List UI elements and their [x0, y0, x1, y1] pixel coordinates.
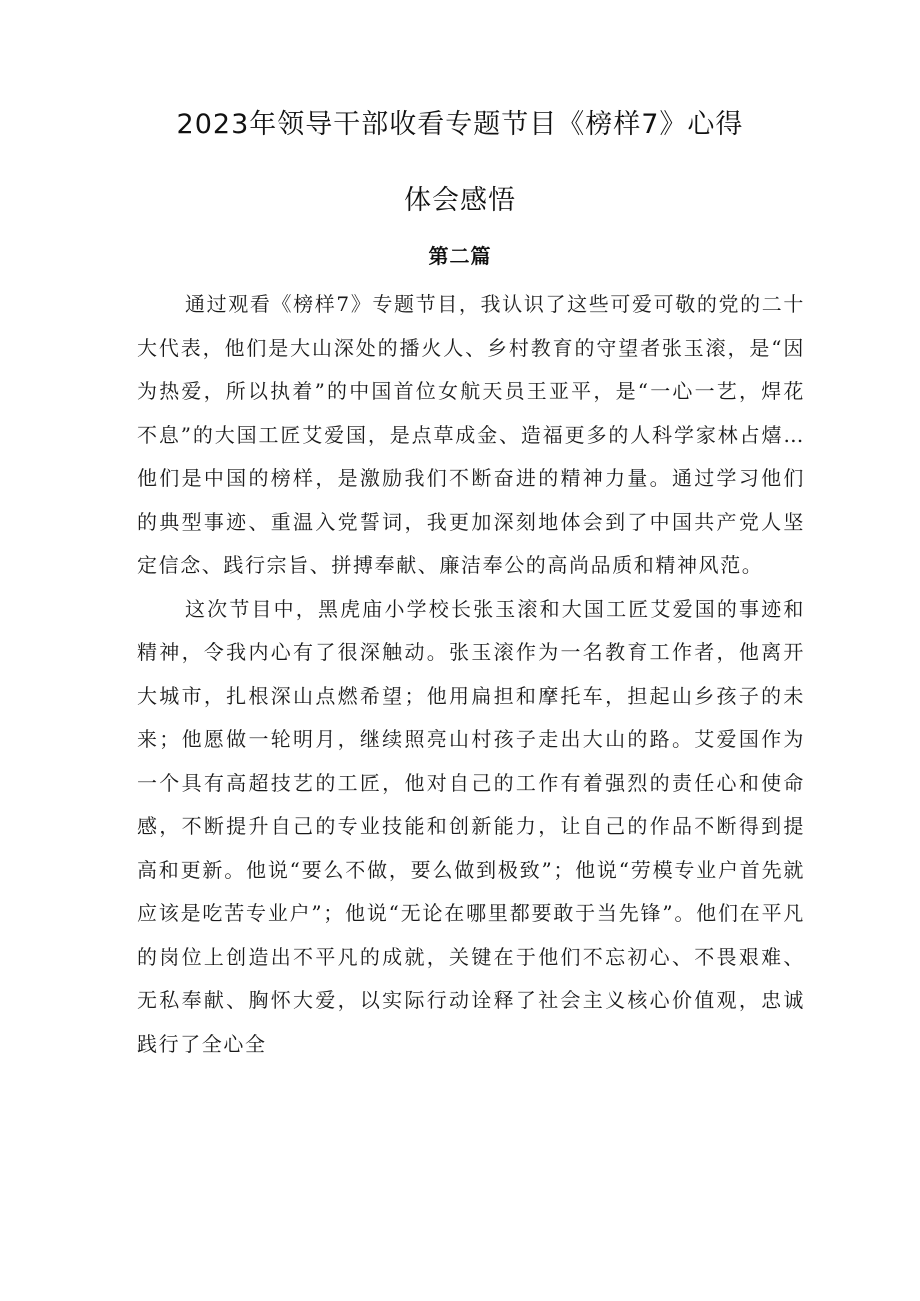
document-title-line2: 体会感悟 — [404, 185, 516, 216]
document-body — [137, 283, 805, 1066]
paragraph-1: 通过观看《榜样7》专题节目，我认识了这些可爱可敬的党的二十大代表，他们是大山深处的播火人、乡村教育的守望者张玉滚，是“因为热爱，所以执着”的中国首位女航天员王亚平，是“一心一艺，焊花不息”的大国工匠艾爱国，是点草成金、造福更多的人科学家林占熺…他们是中国的榜样，是激励我们不断奋进的精神力量。通过学习他们的典型事迹、重温入党誓词，我更加深刻地体会到了中国共产党人坚定信念、践行宗旨、拼搏奉献、廉洁奉公的高尚品质和精神风范。 — [137, 292, 805, 577]
paragraph-2: 这次节目中，黑虎庙小学校长张玉滚和大国工匠艾爱国的事迹和精神，令我内心有了很深触动。张玉滚作为一名教育工作者，他离开大城市，扎根深山点燃希望；他用扁担和摩托车，担起山乡孩子的未来；他愿做一轮明月，继续照亮山村孩子走出大山的路。艾爱国作为一个具有高超技艺的工匠，他对自己的工作有着强烈的责任心和使命感，不断提升自己的专业技能和创新能力，让自己的作品不断得到提高和更新。他说“要么不做，要么做到极致”；他说“劳模专业户首先就应该是吃苦专业户”；他说“无论在哪里都要敢于当先锋”。他们在平凡的岗位上创造出不平凡的成就，关键在于他们不忘初心、不畏艰难、无私奉献、胸怀大爱，以实际行动诠释了社会主义核心价值观，忠诚践行了全心全 — [137, 596, 805, 1056]
document-subtitle: 第二篇 — [428, 244, 492, 268]
document-title-line1: 2023年领导干部收看专题节目《榜样7》心得 — [176, 109, 744, 140]
